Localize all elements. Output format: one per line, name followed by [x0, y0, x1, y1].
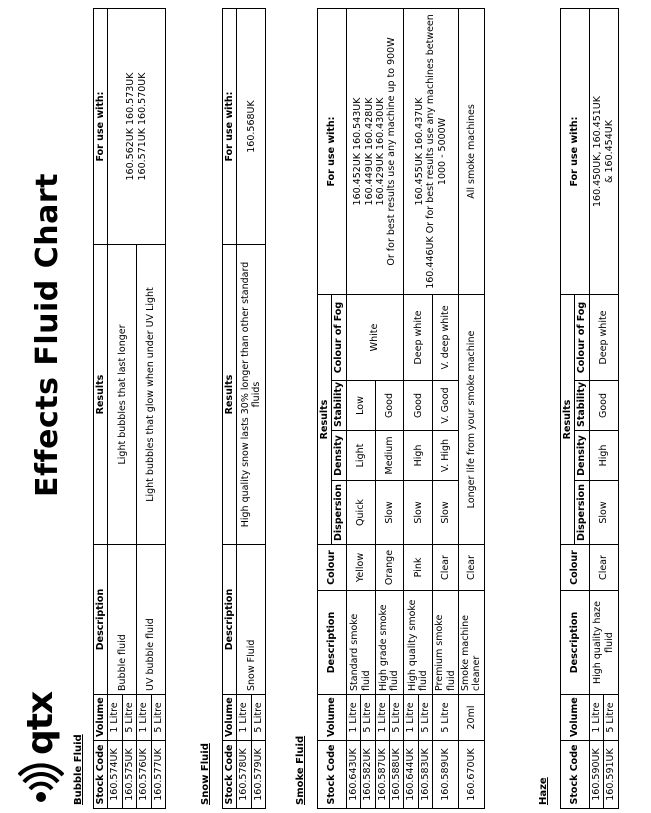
header-stability: Stability — [575, 381, 589, 431]
colour: Clear — [458, 545, 484, 591]
stability: Low — [346, 381, 375, 431]
density: Medium — [375, 431, 404, 481]
header-density: Density — [332, 431, 346, 481]
density: High — [589, 431, 618, 481]
stability: Good — [404, 381, 433, 431]
stability: Good — [375, 381, 404, 431]
header-results: Results — [223, 245, 237, 545]
density: V. High — [433, 431, 459, 481]
density: High — [404, 431, 433, 481]
stability: Good — [589, 381, 618, 431]
stock-code: 160.579UK — [251, 741, 265, 809]
table-header-row — [94, 9, 108, 809]
header-volume: Volume — [318, 695, 347, 741]
table-header-row — [561, 8, 575, 808]
stability: V. Good — [433, 381, 459, 431]
header-description: Description — [318, 591, 347, 695]
header-volume: Volume — [94, 695, 108, 741]
header-colour: Colour — [561, 545, 590, 591]
bubble-fluid-table — [93, 8, 166, 809]
stock-code: 160.670UK — [458, 741, 484, 809]
header-use: For use with: — [318, 8, 347, 294]
stock-code: 160.644UK — [404, 741, 418, 809]
dispersion: Slow — [404, 481, 433, 545]
table-row — [346, 8, 360, 808]
description: High quality smoke fluid — [404, 591, 433, 695]
snow-section-label: Snow Fluid — [200, 743, 211, 805]
header-stock: Stock Code — [561, 741, 590, 809]
results: High quality snow lasts 30% longer than other standard fluids — [237, 245, 266, 545]
stock-code: 160.589UK — [433, 741, 459, 809]
description: Bubble fluid — [108, 545, 137, 695]
table-row — [589, 8, 603, 808]
header-results: Results — [561, 294, 575, 544]
volume: 5 Litre — [389, 695, 403, 741]
header-colour: Colour — [318, 545, 347, 591]
snow-fluid-table — [222, 8, 266, 809]
table-header-row — [318, 8, 332, 808]
table-row — [237, 9, 251, 809]
fog-colour: V. deep white — [433, 294, 459, 380]
header-density: Density — [575, 431, 589, 481]
dispersion: Slow — [433, 481, 459, 545]
header-dispersion: Dispersion — [575, 481, 589, 545]
table-header-row — [223, 9, 237, 809]
volume: 1 Litre — [108, 695, 122, 741]
bubble-section-label: Bubble Fluid — [73, 734, 84, 805]
table-row — [458, 8, 484, 808]
use-with: All smoke machines — [458, 8, 484, 294]
description: Standard smoke fluid — [346, 591, 375, 695]
density: Light — [346, 431, 375, 481]
sound-waves-icon — [18, 759, 64, 805]
volume: 5 Litre — [122, 695, 136, 741]
table-row — [108, 9, 122, 809]
volume: 5 Litre — [251, 695, 265, 741]
dispersion: Slow — [375, 481, 404, 545]
header-stock: Stock Code — [94, 741, 108, 809]
colour: Clear — [589, 545, 618, 591]
stock-code: 160.575UK — [122, 741, 136, 809]
volume: 20ml — [458, 695, 484, 741]
colour: Yellow — [346, 545, 375, 591]
description: High grade smoke fluid — [375, 591, 404, 695]
header-dispersion: Dispersion — [332, 481, 346, 545]
use-with: 160.562UK 160.573UK 160.571UK 160.570UK — [108, 9, 166, 245]
smoke-section-label: Smoke Fluid — [295, 735, 306, 805]
stock-code: 160.582UK — [361, 741, 375, 809]
results: Longer life from your smoke machine — [458, 294, 484, 544]
stock-code: 160.574UK — [108, 741, 122, 809]
description: Snow Fluid — [237, 545, 266, 695]
dispersion: Slow — [589, 481, 618, 545]
volume: 5 Litre — [604, 695, 618, 741]
page-title: Effects Fluid Chart — [30, 173, 65, 497]
volume: 1 Litre — [375, 695, 389, 741]
volume: 5 Litre — [151, 695, 165, 741]
qtx-logo — [8, 691, 68, 805]
description: UV bubble fluid — [137, 545, 166, 695]
smoke-fluid-table — [317, 8, 485, 809]
stock-code: 160.590UK — [589, 741, 603, 809]
header-description: Description — [223, 545, 237, 695]
header-stock: Stock Code — [223, 741, 237, 809]
dispersion: Quick — [346, 481, 375, 545]
header-use: For use with: — [561, 8, 590, 294]
description: Smoke machine cleaner — [458, 591, 484, 695]
stock-code: 160.587UK — [375, 741, 389, 809]
stock-code: 160.577UK — [151, 741, 165, 809]
volume: 1 Litre — [346, 695, 360, 741]
description: High quality haze fluid — [589, 591, 618, 695]
logo-text: qtx — [20, 691, 61, 755]
fog-colour: Deep white — [404, 294, 433, 380]
haze-fluid-table — [560, 8, 619, 809]
use-with: 160.568UK — [237, 9, 266, 245]
use-with: 160.455UK 160.437UK 160.446UK Or for best results use any machines between 1000 - 5000W — [404, 8, 459, 294]
header-volume: Volume — [223, 695, 237, 741]
fog-colour: White — [346, 294, 404, 380]
use-with: 160.450UK, 160.451UK & 160.454UK — [589, 8, 618, 294]
volume: 5 Litre — [418, 695, 432, 741]
colour: Pink — [404, 545, 433, 591]
header-description: Description — [561, 591, 590, 695]
results: Light bubbles that glow when under UV Light — [137, 245, 166, 545]
header-fog: Colour of Fog — [575, 294, 589, 380]
fog-colour: Deep white — [589, 294, 618, 380]
stock-code: 160.591UK — [604, 741, 618, 809]
haze-section-label: Haze — [538, 777, 549, 805]
volume: 1 Litre — [137, 695, 151, 741]
header-volume: Volume — [561, 695, 590, 741]
description: Premium smoke fluid — [433, 591, 459, 695]
header-description: Description — [94, 545, 108, 695]
header-results: Results — [318, 294, 332, 544]
header-results: Results — [94, 245, 108, 545]
results: Light bubbles that last longer — [108, 245, 137, 545]
colour: Clear — [433, 545, 459, 591]
stock-code: 160.588UK — [389, 741, 403, 809]
stock-code: 160.643UK — [346, 741, 360, 809]
volume: 1 Litre — [404, 695, 418, 741]
header-stability: Stability — [332, 381, 346, 431]
stock-code: 160.576UK — [137, 741, 151, 809]
colour: Orange — [375, 545, 404, 591]
header-stock: Stock Code — [318, 741, 347, 809]
table-row — [404, 8, 418, 808]
stock-code: 160.578UK — [237, 741, 251, 809]
use-with: 160.452UK 160.543UK 160.449UK 160.428UK 160.429UK 160.430UK Or for best results use any machine up to 900W — [346, 8, 404, 294]
volume: 5 Litre — [361, 695, 375, 741]
volume: 1 Litre — [237, 695, 251, 741]
header-use: For use with: — [223, 9, 237, 245]
header-fog: Colour of Fog — [332, 294, 346, 380]
stock-code: 160.583UK — [418, 741, 432, 809]
volume: 5 Litre — [433, 695, 459, 741]
volume: 1 Litre — [589, 695, 603, 741]
header-use: For use with: — [94, 9, 108, 245]
